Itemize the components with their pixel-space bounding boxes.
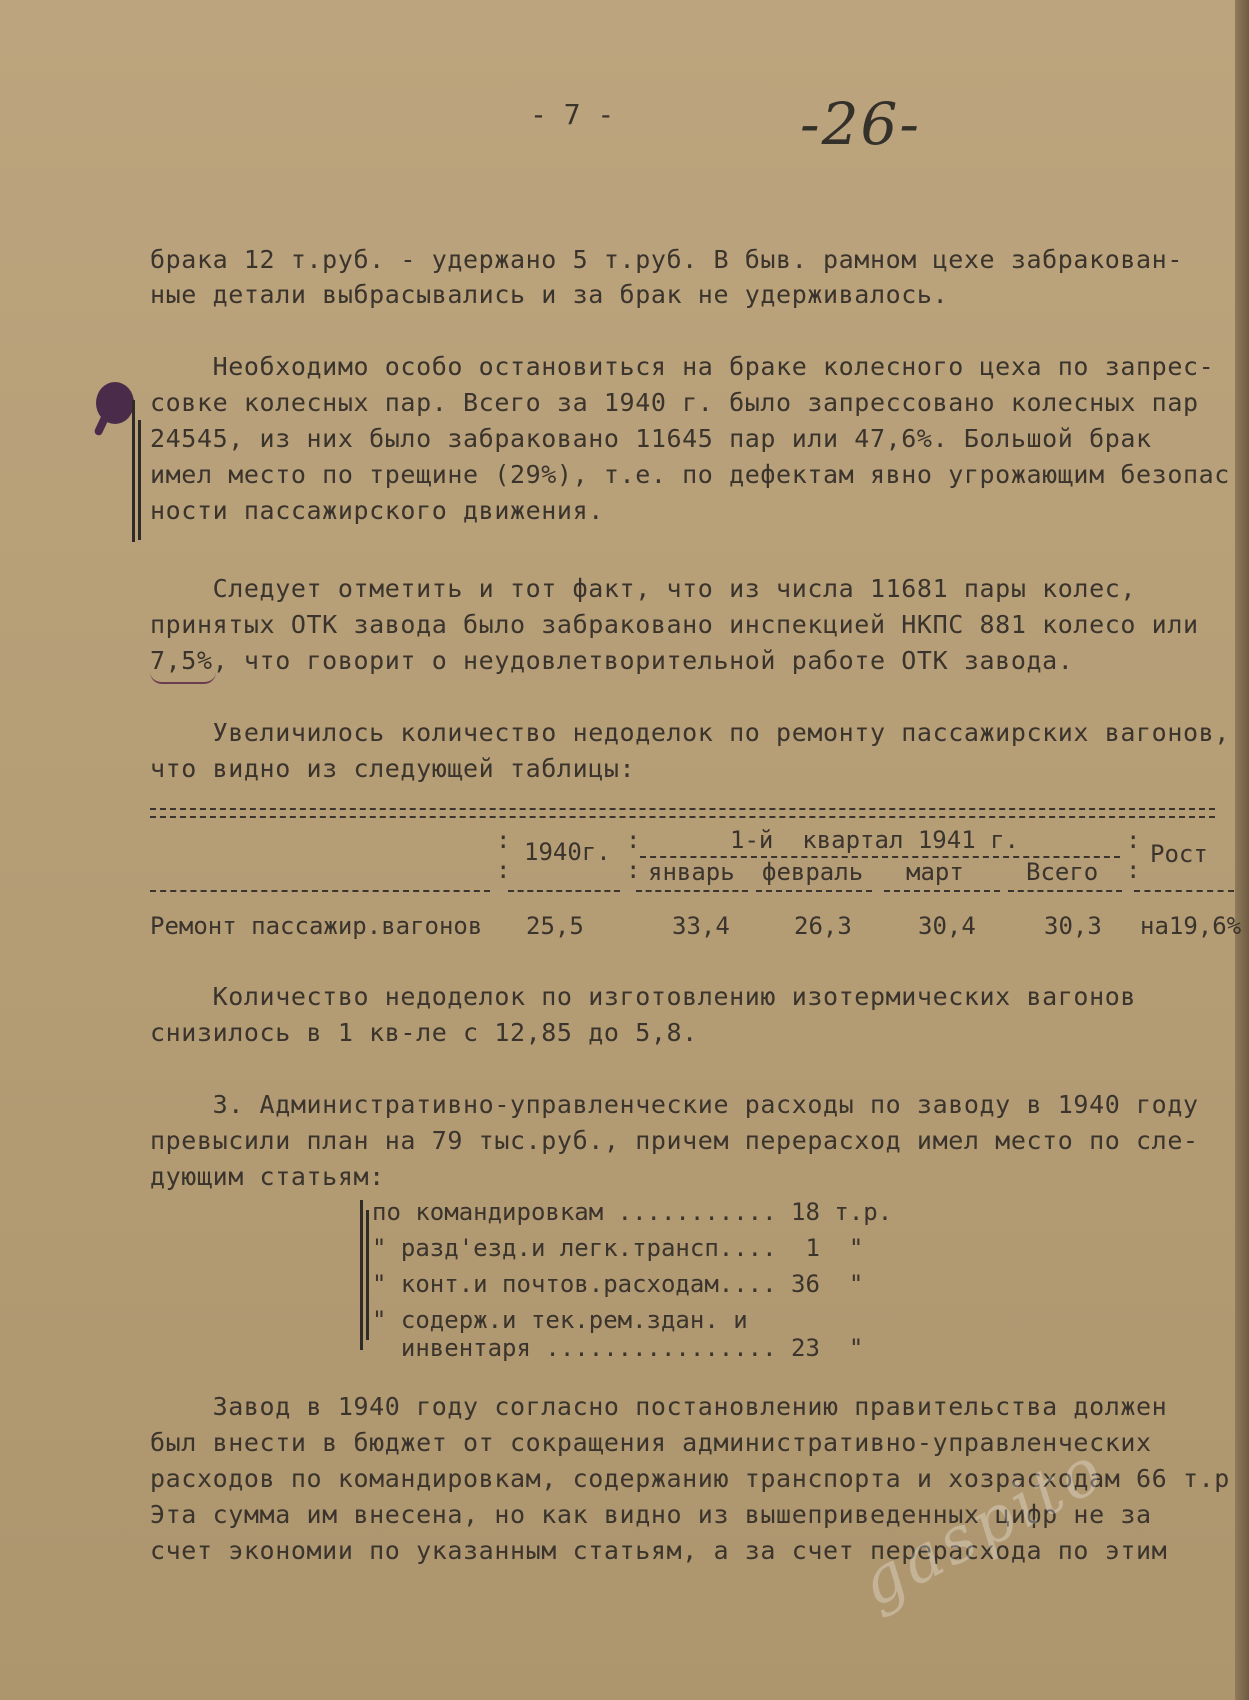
- margin-mark: [132, 400, 135, 542]
- margin-mark: [138, 420, 141, 540]
- text-line: был внести в бюджет от сокращения административно-управленческих: [150, 1428, 1152, 1457]
- table-header-rule: [884, 890, 1000, 892]
- table-cell-january: 33,4: [672, 912, 730, 940]
- text-line: ные детали выбрасывались и за брак не удерживалось.: [150, 280, 949, 309]
- table-cell-1940: 25,5: [526, 912, 584, 940]
- table-divider: :: [496, 856, 511, 884]
- text-line: что видно из следующей таблицы:: [150, 754, 636, 783]
- table-header-february: февраль: [762, 858, 864, 886]
- table-cell-growth: на19,6%: [1140, 912, 1242, 940]
- table-header-rule: [1008, 890, 1122, 892]
- table-header-january: январь: [648, 858, 735, 886]
- table-cell-march: 30,4: [918, 912, 976, 940]
- margin-mark: [360, 1200, 363, 1350]
- table-divider: :: [496, 826, 511, 854]
- underline-mark: [150, 672, 216, 684]
- text-line: расходов по командировкам, содержанию транспорта и хозрасходам 66 т.р: [150, 1464, 1230, 1493]
- list-item: " конт.и почтов.расходам.... 36 ": [372, 1270, 864, 1298]
- text-line: счет экономии по указанным статьям, а за счет перерасхода по этим: [150, 1536, 1168, 1565]
- list-item: " разд'езд.и легк.трансп.... 1 ": [372, 1234, 864, 1262]
- margin-mark: [366, 1210, 369, 1340]
- table-cell-february: 26,3: [794, 912, 852, 940]
- table-header-rule: [150, 890, 490, 892]
- text-line: снизилось в 1 кв-ле с 12,85 до 5,8.: [150, 1018, 698, 1047]
- text-line: дующим статьям:: [150, 1162, 385, 1191]
- text-line: брака 12 т.руб. - удержано 5 т.руб. В быв. рамном цехе забракован-: [150, 245, 1183, 274]
- table-header-growth: Рост: [1150, 840, 1208, 868]
- text-line: совке колесных пар. Всего за 1940 г. было запрессовано колесных пар: [150, 388, 1199, 417]
- text-line: 24545, из них было забраковано 11645 пар или 47,6%. Большой брак: [150, 424, 1152, 453]
- table-header-quarter: 1-й квартал 1941 г.: [730, 826, 1019, 854]
- table-cell-total: 30,3: [1044, 912, 1102, 940]
- text-line: ности пассажирского движения.: [150, 496, 604, 525]
- text-line: Увеличилось количество недоделок по ремонту пассажирских вагонов,: [150, 718, 1230, 747]
- table-header-total: Всего: [1026, 858, 1099, 886]
- list-item: по командировкам ........... 18 т.р.: [372, 1198, 893, 1226]
- text-line: Следует отметить и тот факт, что из числа 11681 пары колес,: [150, 574, 1137, 603]
- table-divider: :: [1126, 826, 1141, 854]
- ink-blot-tail: [93, 411, 110, 436]
- text-line: превысили план на 79 тыс.руб., причем перерасход имел место по сле-: [150, 1126, 1199, 1155]
- page-number: - 7 -: [530, 98, 615, 131]
- list-item: инвентаря ................ 23 ": [372, 1334, 864, 1362]
- list-item: " содерж.и тек.рем.здан. и: [372, 1306, 748, 1334]
- table-top-rule: [150, 808, 1215, 810]
- table-header-rule: [508, 890, 620, 892]
- text-line: Завод в 1940 году согласно постановлению правительства должен: [150, 1392, 1168, 1421]
- table-row-label: Ремонт пассажир.вагонов: [150, 912, 483, 940]
- paper-edge: [1235, 0, 1249, 1700]
- table-top-rule: [150, 816, 1215, 818]
- text-line: Количество недоделок по изготовлению изотермических вагонов: [150, 982, 1137, 1011]
- archive-page-number: -26-: [800, 90, 921, 158]
- table-header-rule: [1134, 890, 1234, 892]
- table-divider: :: [626, 856, 641, 884]
- table-header-march: март: [906, 858, 964, 886]
- table-divider: :: [1126, 856, 1141, 884]
- table-header-1940: 1940г.: [524, 838, 611, 866]
- text-line: 3. Административно-управленческие расходы по заводу в 1940 году: [150, 1090, 1199, 1119]
- text-line: принятых ОТК завода было забраковано инспекцией НКПС 881 колесо или: [150, 610, 1199, 639]
- watermark: gaspito: [848, 1431, 1118, 1623]
- text-line: Необходимо особо остановиться на браке колесного цеха по запрес-: [150, 352, 1215, 381]
- text-line: Эта сумма им внесена, но как видно из вышеприведенных цифр не за: [150, 1500, 1152, 1529]
- text-line: 7,5%, что говорит о неудовлетворительной работе ОТК завода.: [150, 646, 1074, 675]
- text-line: имел место по трещине (29%), т.е. по дефектам явно угрожающим безопас: [150, 460, 1230, 489]
- table-header-rule: [756, 890, 872, 892]
- table-header-rule: [636, 890, 748, 892]
- table-divider: :: [626, 826, 641, 854]
